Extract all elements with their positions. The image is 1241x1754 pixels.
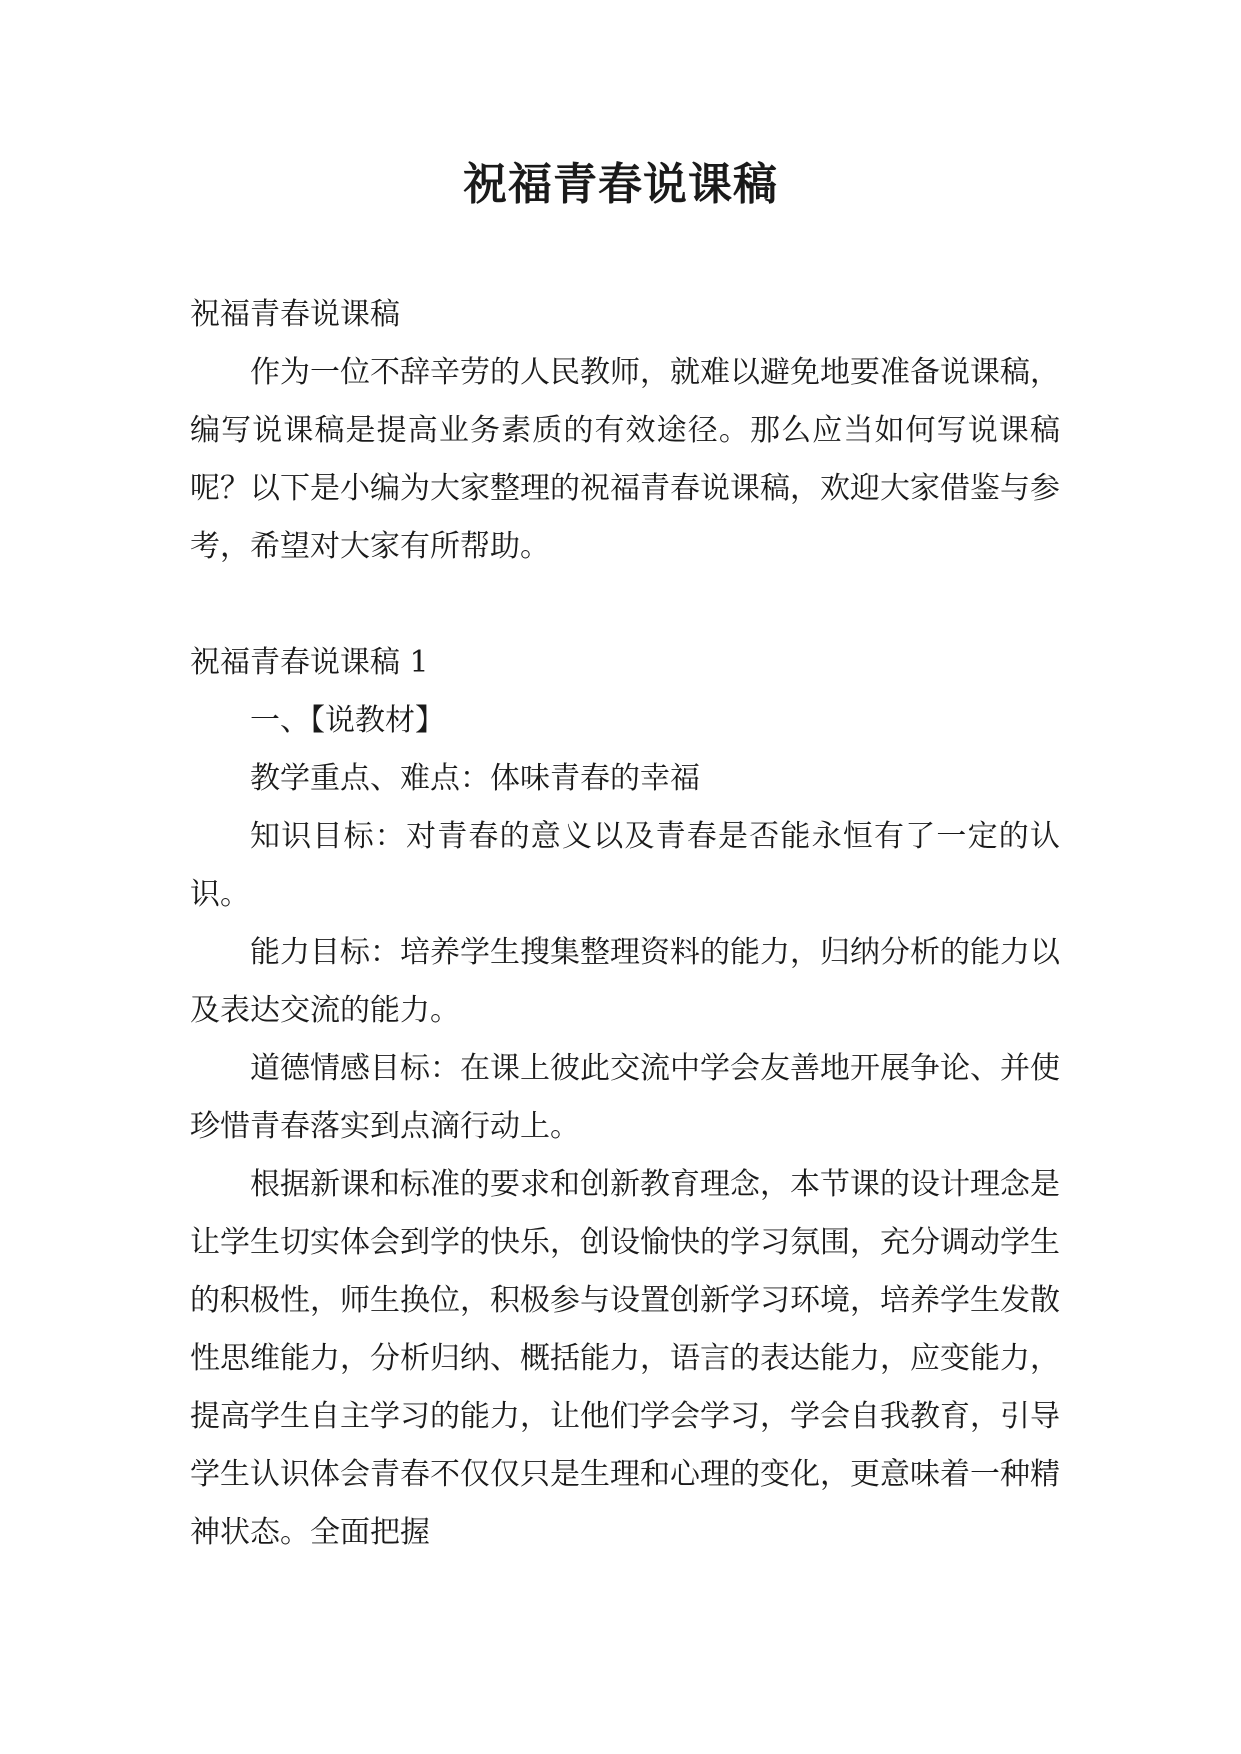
ability-goal-paragraph: 能力目标：培养学生搜集整理资料的能力，归纳分析的能力以及表达交流的能力。 — [190, 935, 1060, 1028]
design-concept-paragraph: 根据新课和标准的要求和创新教育理念，本节课的设计理念是让学生切实体会到学的快乐，创设愉快的学习氛围，充分调动学生的积极性，师生换位，积极参与设置创新学习环境，培养学生发散性思维能力，分析归纳、概括能力，语言的表达能力，应变能力，提高学生自主学习的能力，让他们学会学习，学会自我教育，引导学生认识体会青春不仅仅只是生理和心理的变化，更意味着一种精神状态。全面把握 — [190, 1167, 1060, 1550]
subtitle-line: 祝福青春说课稿 — [190, 297, 400, 332]
document-title: 祝福青春说课稿 — [463, 159, 778, 210]
subsection-heading: 一、【说教材】 — [250, 703, 445, 738]
intro-paragraph: 作为一位不辞辛劳的人民教师，就难以避免地要准备说课稿，编写说课稿是提高业务素质的有效途径。那么应当如何写说课稿呢？以下是小编为大家整理的祝福青春说课稿，欢迎大家借鉴与参考，希望对大家有所帮助。 — [190, 355, 1060, 564]
document-body — [190, 286, 1060, 1562]
knowledge-goal-paragraph: 知识目标：对青春的意义以及青春是否能永恒有了一定的认识。 — [190, 819, 1060, 912]
moral-goal-paragraph: 道德情感目标：在课上彼此交流中学会友善地开展争论、并使珍惜青春落实到点滴行动上。 — [190, 1051, 1060, 1144]
key-points-paragraph: 教学重点、难点：体味青春的幸福 — [250, 761, 700, 796]
section-heading: 祝福青春说课稿 1 — [190, 645, 429, 680]
